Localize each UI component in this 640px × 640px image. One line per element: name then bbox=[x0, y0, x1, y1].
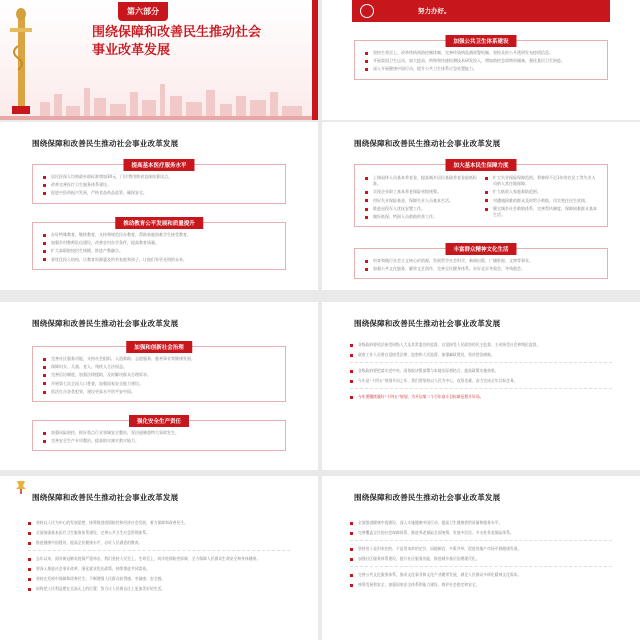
section-tag: 加强公共卫生体系建设 bbox=[445, 35, 516, 47]
slide-title: 围绕保障和改善民生推动社会事业改革发展 bbox=[354, 493, 501, 502]
section-tag: 推动教育公平发展和质量提升 bbox=[115, 217, 203, 229]
paragraph: 推进健康中国建设，提高全民健康水平，办好人民满意的教育。 bbox=[28, 540, 290, 546]
section-tag: 丰富群众精神文化生活 bbox=[445, 243, 516, 255]
paragraph: 全面加强基本医疗卫生服务体系建设，完善公共卫生应急管理体系。 bbox=[28, 530, 290, 536]
list-item: 办好特殊教育、继续教育，支持和规范民办教育，帮助家庭困难学生接受教育。 bbox=[43, 232, 277, 238]
paragraph: 今年是“十四五”规划开局之年，我们要坚持以人民为中心，攻坚克难，奋力完成全年目标任务。 bbox=[350, 378, 612, 384]
list-item: 用好失业保险基金，保障失业人员基本生活。 bbox=[365, 198, 479, 204]
slide-livelihood-culture[interactable] bbox=[322, 122, 640, 290]
slide-title: 围绕保障和改善民生推动社会事业改革发展 bbox=[354, 139, 501, 148]
paragraph: 全面推进健康中国建设，深入实施健康中国行动，提高卫生健康供给质量和服务水平。 bbox=[350, 520, 612, 526]
divider bbox=[28, 550, 290, 551]
list-item: 促进中医药振兴发展，严格食品药品监管，确保安全。 bbox=[43, 190, 277, 196]
slide-title: 围绕保障和改善民生推动社会事业改革发展 bbox=[354, 319, 501, 328]
list-item: 扩大失业保险保障范围，将参保不足1年的农民工等失业人员纳入常住地保障。 bbox=[485, 175, 599, 187]
slide-people-centered[interactable] bbox=[0, 476, 318, 640]
slide-title: 围绕保障和改善民生推动社会事业改革发展 bbox=[32, 139, 179, 148]
slide-development-security[interactable] bbox=[322, 476, 640, 640]
slide-title: 围绕保障和改善民生推动社会事业改革发展 bbox=[32, 319, 179, 328]
paragraph: 完善覆盖全民的社会保障体系，推进养老保险全国统筹，发展多层次、多支柱养老保险体系。 bbox=[350, 530, 612, 536]
slide-public-health[interactable] bbox=[322, 0, 640, 120]
list-item: 要优化投入结构，让教育资源惠及所有家庭和孩子，让他们有更光明的未来。 bbox=[43, 257, 277, 263]
paragraph: 统筹发展和安全，加强国家安全体系和能力建设，维护社会稳定和安全。 bbox=[350, 582, 612, 588]
header-text: 努力办好。 bbox=[418, 7, 451, 15]
slide-social-governance[interactable] bbox=[0, 302, 318, 470]
part-label: 第六部分 bbox=[118, 2, 168, 21]
section-box bbox=[354, 164, 608, 227]
paragraph: 政府工作人员要自觉接受法律、监察和人民监督，加强廉政建设，坚决惩治腐败。 bbox=[350, 352, 612, 358]
divider bbox=[350, 362, 612, 363]
section-tag: 加大基本民生保障力度 bbox=[445, 159, 516, 171]
city-skyline-icon bbox=[0, 80, 318, 120]
list-item: 培育和践行社会主义核心价值观，发展哲学社会科学、新闻出版、广播影视、文物等事业。 bbox=[365, 258, 599, 264]
paragraph-block bbox=[350, 342, 612, 404]
section-tag: 加强和创新社会治理 bbox=[126, 341, 192, 353]
paragraph: 坚持以人民为中心的发展思想，统筹推进疫情防控和经济社会发展，着力保障和改善民生。 bbox=[28, 520, 290, 526]
list-item: 扩大高职院校招生规模，推进产教融合。 bbox=[43, 248, 277, 254]
section-box bbox=[354, 248, 608, 279]
list-item: 保障妇女、儿童、老人、残疾人合法权益。 bbox=[43, 364, 277, 370]
paragraph: 去年以来，面对新冠肺炎疫情严重冲击，我们坚持人民至上、生命至上，筑牢疫情防控屏障，全力保障人民群众生命安全和身体健康。 bbox=[28, 556, 290, 562]
list-item: 开展爱国卫生运动，加大疫苗、药物和快速检测技术研发投入，增加防控急需物资储备，强化基层卫生防疫。 bbox=[365, 58, 599, 64]
slide-title: 围绕保障和改善民生推动社会事业改革发展 bbox=[32, 493, 179, 502]
list-item: 加强乡村教师队伍建设，改善农村办学条件，提高教育质量。 bbox=[43, 240, 277, 246]
paragraph-block bbox=[28, 520, 290, 596]
list-item: 扩大低收入家庭救助范围。 bbox=[485, 189, 599, 195]
emblem-icon bbox=[360, 4, 374, 18]
slide-cover[interactable] bbox=[0, 0, 318, 120]
paragraph: 始终把人民利益摆在至高无上的位置，努力让人民群众过上更加美好的生活。 bbox=[28, 586, 290, 592]
paragraph: 完善公共文化服务体系，推动文化事业和文化产业繁荣发展，满足人民群众多样化精神文化需求。 bbox=[350, 572, 612, 578]
list-item: 完善社区服务功能，支持社会组织、人道救助、志愿服务、慈善事业等健康发展。 bbox=[43, 356, 277, 362]
cover-red-bar bbox=[312, 0, 318, 120]
paragraph: 各级政府要把落实党中央、国务院决策部署与本地实际相结合，提高政策实施效果。 bbox=[350, 368, 612, 374]
list-item: 依法打击各类犯罪，建设更高水平的平安中国。 bbox=[43, 389, 277, 395]
list-item: 坚持生命至上，改革疾病预防控制体制，完善传染病监测预警机制，坚持及时公开透明发布疫情信息。 bbox=[365, 50, 599, 56]
list-item: 完善安全生产专项整治，提高防灾减灾救灾能力。 bbox=[43, 438, 277, 444]
paragraph: 坚持房子是用来住的、不是用来炒的定位，因地制宜、多策并举，促进房地产市场平稳健康发展。 bbox=[350, 546, 612, 552]
list-item: 加强风险防控，抓好重点行业领域安全整治，坚决遏制重特大事故发生。 bbox=[43, 430, 277, 436]
list-item: 加强公共文化服务，繁荣文艺创作，完善全民健身体系，办好北京冬奥会、冬残奥会。 bbox=[365, 266, 599, 272]
list-item: 实现企业职工基本养老保险省级统筹。 bbox=[365, 189, 479, 195]
paragraph-block bbox=[350, 520, 612, 592]
divider bbox=[350, 540, 612, 541]
section-box bbox=[32, 222, 286, 270]
slide-medical-education[interactable] bbox=[0, 122, 318, 290]
list-item: 健全城乡社会救助体系，完善帮扶制度，保障困难群众基本生活。 bbox=[485, 206, 599, 218]
slide-government-work[interactable] bbox=[322, 302, 640, 470]
list-item: 完善信访制度，加强法律援助，及时解决群众合理诉求。 bbox=[43, 372, 277, 378]
list-item: 改革完善医疗卫生服务体系建设。 bbox=[43, 182, 277, 188]
paragraph: 要深入推进社会事业改革，强化就业优先政策，持续推进共同富裕。 bbox=[28, 566, 290, 572]
section-box bbox=[32, 346, 286, 402]
paragraph: 各级政府要依法接受同级人大及其常委会的监督，自觉接受人民政协的民主监督，主动接受社会和舆论监督。 bbox=[350, 342, 612, 348]
cover-title: 围绕保障和改善民生推动社会事业改革发展 bbox=[92, 25, 262, 58]
list-item: 对遭遇困难的群众及时给予救助，切实兜住民生底线。 bbox=[485, 198, 599, 204]
list-item: 深入开展健康中国行动，提升公共卫生体系应急处置能力。 bbox=[365, 66, 599, 72]
section-tag: 提高基本医疗服务水平 bbox=[123, 159, 194, 171]
section-box bbox=[32, 164, 286, 204]
list-item: 上调退休人员基本养老金，提高城乡居民基础养老金最低标准。 bbox=[365, 175, 479, 187]
list-item: 做好低保、特困人员救助供养工作。 bbox=[365, 214, 479, 220]
divider bbox=[350, 566, 612, 567]
section-box bbox=[32, 420, 286, 451]
slide-header-bar bbox=[352, 0, 610, 22]
highlight-paragraph: 今年要继续做好“十四五”规划，为开启第二个百年奋斗目标新征程开好局。 bbox=[350, 394, 612, 400]
paragraph: 坚持在发展中保障和改善民生，不断增强人民群众获得感、幸福感、安全感。 bbox=[28, 576, 290, 582]
list-column bbox=[365, 175, 479, 222]
section-box bbox=[354, 40, 608, 80]
section-tag: 强化安全生产责任 bbox=[129, 415, 189, 427]
list-column bbox=[485, 175, 599, 222]
list-item: 推进退役军人优抚安置工作。 bbox=[365, 206, 479, 212]
list-item: 居民医保人均财政补助标准增加30元，门诊费用跨省直接结算试点。 bbox=[43, 174, 277, 180]
divider bbox=[350, 388, 612, 389]
list-item: 开展第七次全国人口普查，加强国家安全能力建设。 bbox=[43, 381, 277, 387]
paragraph: 加强社区服务体系建设，提升社区服务功能，推进城乡基层治理现代化。 bbox=[350, 556, 612, 562]
pushpin-icon bbox=[14, 480, 28, 494]
